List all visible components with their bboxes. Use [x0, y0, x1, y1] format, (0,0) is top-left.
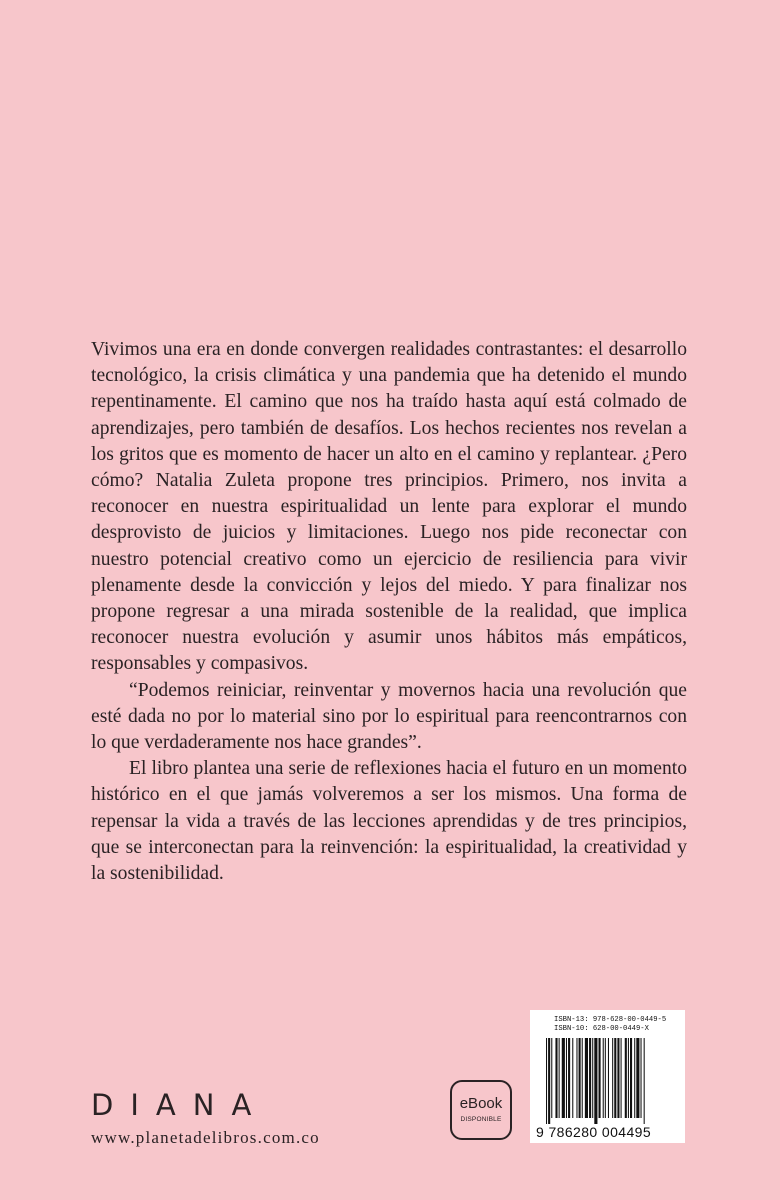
barcode-bar — [572, 1038, 573, 1118]
barcode-bar — [630, 1038, 632, 1118]
barcode-bar — [555, 1038, 557, 1118]
barcode-bar — [546, 1038, 547, 1124]
blurb-paragraph-3: El libro plantea una serie de reflexiones hacia el futuro en un momento histórico en el que jamás volveremos a ser los mismos. Una forma de repensar la vida a través de las lecciones aprendidas y de tres principios, que se interconectan para la reinvención: la espiritualidad, la creatividad y la sostenibilidad. — [91, 758, 687, 885]
barcode-bar — [576, 1038, 577, 1118]
isbn-13-label: ISBN-13: 978-628-00-0449-5 — [554, 1016, 667, 1024]
barcode-bar — [605, 1038, 606, 1118]
barcode-bar — [589, 1038, 591, 1118]
back-cover-blurb — [91, 337, 687, 887]
barcode-bar — [617, 1038, 619, 1118]
barcode-bar — [568, 1038, 570, 1118]
logo-letter-a2: A — [231, 1088, 269, 1122]
barcode-bar — [625, 1038, 627, 1118]
barcode-bar — [585, 1038, 588, 1118]
barcode-bar — [614, 1038, 616, 1118]
logo-letter-n: N — [192, 1088, 232, 1122]
blurb-paragraph-1: Vivimos una era en donde convergen realidades contrastantes: el desarrollo tecnológico, la crisis climática y una pandemia que ha detenido el mundo repentinamente. El camino que nos ha traído hasta aquí está colmado de aprendizajes, pero también de desafíos. Los hechos recientes nos revelan a los gritos que es momento de hacer un alto en el camino y replantear. ¿Pero cómo? Natalia Zuleta propone tres principios. Primero, nos invita a reconocer en nuestra espiritualidad un lente para explorar el mundo desprovisto de juicios y limitaciones. Luego nos pide reconectar con nuestro potencial creativo como un ejercicio de resiliencia para vivir plenamente desde la convicción y lejos del miedo. Y para finalizar nos propone regresar a una mirada sostenible de la realidad, que implica reconocer nuestra evolución y asumir unos hábitos más empáticos, responsables y compasivos. — [91, 339, 687, 675]
barcode-bar — [566, 1038, 567, 1118]
barcode-bar — [559, 1038, 560, 1118]
barcode-bar — [582, 1038, 583, 1118]
barcode-bar — [612, 1038, 613, 1118]
barcode-bar — [634, 1038, 635, 1118]
barcode-bar — [548, 1038, 550, 1124]
barcode-bar — [603, 1038, 604, 1118]
barcode-digits: 9 786280 004495 — [536, 1124, 651, 1140]
publisher-logo-diana — [91, 1088, 269, 1122]
logo-letter-d: D — [91, 1088, 131, 1122]
blurb-quote-paragraph: “Podemos reiniciar, reinventar y movernos hacia una revolución que esté dada no por lo material sino por lo espiritual para reencontrarnos con lo que verdaderamente nos hace grandes”. — [91, 679, 687, 754]
ebook-badge-title: eBook — [459, 1095, 503, 1112]
barcode-bar — [608, 1038, 609, 1118]
logo-letter-a: A — [155, 1088, 193, 1122]
barcode-bar — [592, 1038, 593, 1118]
isbn-10-label: ISBN-10: 628-00-0449-X — [554, 1025, 649, 1033]
publisher-website: www.planetadelibros.com.co — [91, 1128, 320, 1147]
barcode-bar — [551, 1038, 552, 1118]
barcode-bar — [579, 1038, 581, 1118]
barcode-bar — [599, 1038, 601, 1118]
ebook-available-badge — [450, 1080, 512, 1140]
barcode-bar — [641, 1038, 642, 1118]
barcode-bar — [636, 1038, 639, 1118]
barcode-bar — [644, 1038, 645, 1124]
barcode-bar — [621, 1038, 622, 1118]
barcode-bar — [562, 1038, 565, 1118]
barcode-bar — [594, 1038, 597, 1124]
barcode-bars — [546, 1038, 678, 1124]
logo-letter-i: I — [130, 1088, 156, 1122]
isbn-barcode — [530, 1010, 685, 1143]
ebook-badge-subtitle: DISPONIBLE — [460, 1116, 502, 1123]
barcode-bar — [628, 1038, 629, 1118]
